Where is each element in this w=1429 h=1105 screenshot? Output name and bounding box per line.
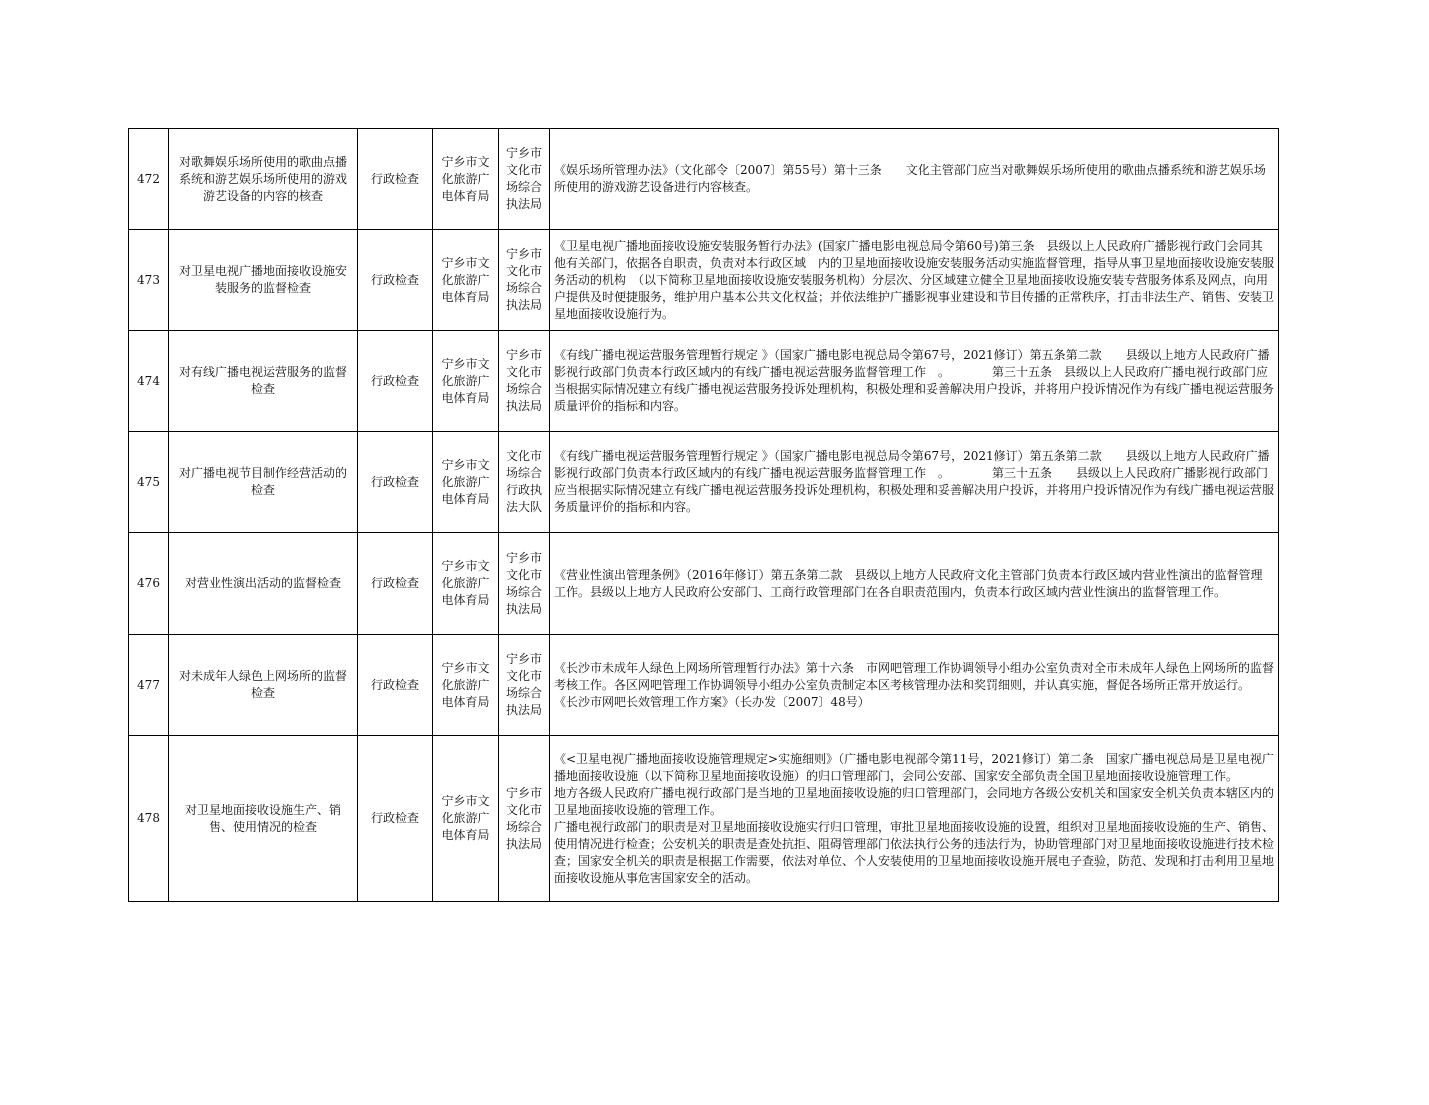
enforcement-agency: 宁乡市文化市场综合执法局 <box>499 635 550 736</box>
item-name: 对广播电视节目制作经营活动的检查 <box>169 432 358 533</box>
enforcement-agency: 文化市场综合行政执法大队 <box>499 432 550 533</box>
table-body <box>129 129 1279 902</box>
enforcement-agency: 宁乡市文化市场综合执法局 <box>499 230 550 331</box>
enforcement-agency: 宁乡市文化市场综合执法局 <box>499 736 550 902</box>
legal-basis-paragraph: 《<卫星电视广播地面接收设施管理规定>实施细则》（广播电影电视部令第11号，2021修订）第二条 国家广播电视总局是卫星电视广播地面接收设施（以下简称卫星地面接收设施）的归口管理部门，会同公安部、国家安全部负责全国卫星地面接收设施管理工作。 <box>554 751 1274 783</box>
item-type: 行政检查 <box>358 331 433 432</box>
row-number: 474 <box>129 331 169 432</box>
legal-basis <box>550 736 1279 902</box>
table-row <box>129 230 1279 331</box>
item-name: 对卫星电视广播地面接收设施安装服务的监督检查 <box>169 230 358 331</box>
legal-basis-paragraph: 《营业性演出管理条例》（2016年修订）第五条第二款 县级以上地方人民政府文化主管部门负责本行政区域内营业性演出的监督管理工作。县级以上地方人民政府公安部门、工商行政管理部门在各自职责范围内，负责本行政区域内营业性演出的监督管理工作。 <box>554 567 1263 599</box>
table-row <box>129 129 1279 230</box>
legal-basis-paragraph: 《有线广播电视运营服务管理暂行规定 》（国家广播电影电视总局令第67号，2021修订）第五条第二款 县级以上地方人民政府广播影视行政部门负责本行政区域内的有线广播电视运营服务监督管理工作 。 第三十五条 县级以上人民政府广播电视行政部门应当根据实际情况建立有线广播电视运营服务投诉处理机构，积极处理和妥善解决用户投诉，并将用户投诉情况作为有线广播电视运营服务质量评价的指标和内容。 <box>554 348 1275 413</box>
item-name: 对卫星地面接收设施生产、销售、使用情况的检查 <box>169 736 358 902</box>
table-row <box>129 331 1279 432</box>
legal-basis-paragraph: 《娱乐场所管理办法》（文化部令〔2007〕第55号）第十三条 文化主管部门应当对歌舞娱乐场所使用的歌曲点播系统和游艺娱乐场所使用的游戏游艺设备进行内容核查。 <box>554 163 1266 194</box>
item-name: 对有线广播电视运营服务的监督检查 <box>169 331 358 432</box>
table-row <box>129 635 1279 736</box>
enforcement-agency: 宁乡市文化市场综合执法局 <box>499 331 550 432</box>
legal-basis <box>550 230 1279 331</box>
row-number: 477 <box>129 635 169 736</box>
legal-basis <box>550 129 1279 230</box>
responsible-department: 宁乡市文化旅游广电体育局 <box>433 129 499 230</box>
inspection-table <box>128 128 1279 902</box>
responsible-department: 宁乡市文化旅游广电体育局 <box>433 736 499 902</box>
item-type: 行政检查 <box>358 635 433 736</box>
row-number: 476 <box>129 533 169 635</box>
table-row <box>129 432 1279 533</box>
item-type: 行政检查 <box>358 230 433 331</box>
legal-basis-paragraph: 广播电视行政部门的职责是对卫星地面接收设施实行归口管理，审批卫星地面接收设施的设置，组织对卫星地面接收设施的生产、销售、使用情况进行检查；公安机关的职责是查处抗拒、阻碍管理部门依法执行公务的违法行为，协助管理部门对卫星地面接收设施进行技术检查；国家安全机关的职责是根据工作需要，依法对单位、个人安装使用的卫星地面接收设施开展电子查验，防范、发现和打击利用卫星地面接收设施从事危害国家安全的活动。 <box>554 819 1275 885</box>
item-name: 对未成年人绿色上网场所的监督检查 <box>169 635 358 736</box>
responsible-department: 宁乡市文化旅游广电体育局 <box>433 230 499 331</box>
enforcement-agency: 宁乡市文化市场综合执法局 <box>499 129 550 230</box>
legal-basis <box>550 432 1279 533</box>
responsible-department: 宁乡市文化旅游广电体育局 <box>433 331 499 432</box>
row-number: 475 <box>129 432 169 533</box>
row-number: 472 <box>129 129 169 230</box>
enforcement-agency: 宁乡市文化市场综合执法局 <box>499 533 550 635</box>
legal-basis-paragraph: 《有线广播电视运营服务管理暂行规定 》（国家广播电影电视总局令第67号，2021修订）第五条第二款 县级以上地方人民政府广播影视行政部门负责本行政区域内的有线广播电视运营服务监督管理工作 。 第三十五条 县级以上人民政府广播影视行政部门应当根据实际情况建立有线广播电视运营服务投诉处理机构，积极处理和妥善解决用户投诉，并将用户投诉情况作为有线广播电视运营服务质量评价的指标和内容。 <box>554 449 1275 514</box>
responsible-department: 宁乡市文化旅游广电体育局 <box>433 533 499 635</box>
legal-basis <box>550 635 1279 736</box>
responsible-department: 宁乡市文化旅游广电体育局 <box>433 432 499 533</box>
legal-basis <box>550 331 1279 432</box>
legal-basis-paragraph: 地方各级人民政府广播电视行政部门是当地的卫星地面接收设施的归口管理部门，会同地方各级公安机关和国家安全机关负责本辖区内的卫星地面接收设施的管理工作。 <box>554 785 1275 817</box>
item-type: 行政检查 <box>358 736 433 902</box>
item-type: 行政检查 <box>358 129 433 230</box>
legal-basis <box>550 533 1279 635</box>
legal-basis-paragraph: 《卫星电视广播地面接收设施安装服务暂行办法》(国家广播电影电视总局令第60号)第三条 县级以上人民政府广播影视行政门会同其他有关部门，依据各自职责，负责对本行政区域 内的卫星地面接收设施安装服务活动实施监督管理，指导从事卫星地面接收设施安装服务活动的机构 （以下简称卫星地面接收设施安装服务机构）分层次、分区域建立健全卫星地面接收设施安装专营服务体系及网点，向用户提供及时便捷服务，维护用户基本公共文化权益；并依法维护广播影视事业建设和节目传播的正常秩序，打击非法生产、销售、安装卫星地面接收设施行为。 <box>554 238 1275 321</box>
row-number: 478 <box>129 736 169 902</box>
legal-basis-paragraph: 《长沙市未成年人绿色上网场所管理暂行办法》第十六条 市网吧管理工作协调领导小组办公室负责对全市未成年人绿色上网场所的监督考核工作。各区网吧管理工作协调领导小组办公室负责制定本区考核管理办法和奖罚细则，并认真实施，督促各场所正常开放运行。 《长沙市网吧长效管理工作方案》（长办发〔2007〕48号） <box>554 660 1275 709</box>
table-row <box>129 533 1279 635</box>
responsible-department: 宁乡市文化旅游广电体育局 <box>433 635 499 736</box>
row-number: 473 <box>129 230 169 331</box>
table-row <box>129 736 1279 902</box>
item-type: 行政检查 <box>358 432 433 533</box>
item-type: 行政检查 <box>358 533 433 635</box>
item-name: 对歌舞娱乐场所使用的歌曲点播系统和游艺娱乐场所使用的游戏游艺设备的内容的核查 <box>169 129 358 230</box>
item-name: 对营业性演出活动的监督检查 <box>169 533 358 635</box>
